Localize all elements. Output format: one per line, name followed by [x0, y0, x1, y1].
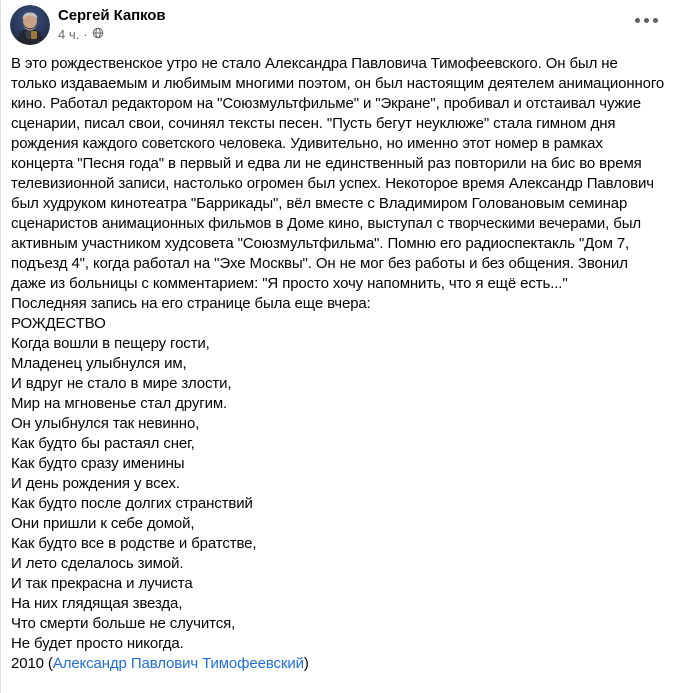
- poem-line: Последняя запись на его странице была еще вчера:: [11, 295, 371, 312]
- poem-line: Они пришли к себе домой,: [11, 515, 195, 532]
- timestamp[interactable]: 4 ч.: [58, 26, 80, 42]
- post-text: [1, 45, 676, 674]
- poem-line: И так прекрасна и лучиста: [11, 575, 193, 592]
- more-options-button[interactable]: [630, 8, 662, 32]
- poem-line: Как будто после долгих странствий: [11, 495, 253, 512]
- attribution-prefix: 2010 (: [11, 655, 53, 672]
- meta-separator: ·: [83, 26, 88, 42]
- attribution-line: [11, 654, 666, 674]
- ellipsis-dot: [653, 18, 658, 23]
- header-text: [58, 5, 165, 43]
- author-profile-link[interactable]: Александр Павлович Тимофеевский: [52, 655, 304, 672]
- poem-line: Что смерти больше не случится,: [11, 615, 236, 632]
- poem-line: Как будто бы растаял снег,: [11, 435, 195, 452]
- ellipsis-dot: [644, 18, 649, 23]
- poem-line: И лето сделалось зимой.: [11, 555, 184, 572]
- poem-line: На них глядящая звезда,: [11, 595, 183, 612]
- avatar-photo: [10, 5, 50, 45]
- poem-line: Когда вошли в пещеру гости,: [11, 335, 210, 352]
- poem-line: И вдруг не стало в мире злости,: [11, 375, 232, 392]
- author-name[interactable]: Сергей Капков: [58, 7, 166, 24]
- poem-title: РОЖДЕСТВО: [11, 315, 106, 332]
- post-header: [1, 0, 676, 45]
- poem-line: Как будто все в родстве и братстве,: [11, 535, 257, 552]
- post-meta: [58, 25, 165, 43]
- globe-icon: [92, 26, 104, 43]
- poem-line: Младенец улыбнулся им,: [11, 355, 187, 372]
- attribution-suffix: ): [303, 655, 309, 672]
- post-paragraph: В это рождественское утро не стало Александра Павловича Тимофеевского. Он был не только издаваемым и любимым многими поэтом, он был настоящим деятелем анимационного кино. Работал редактором на "Союзмультфильме" и "Экране", пробивал и отстаивал чужие сценарии, писал свои, сочинял тексты песен. "Пусть бегут неуклюже" стала гимном дня рождения каждого советского человека. Удивительно, но именно этот номер в рамках концерта "Песня года" в первый и едва ли не единственный раз повторили на бис во время телевизионной записи, настолько огромен был успех. Некоторое время Александр Павлович был худруком кинотеатра "Баррикады", вёл вместе с Владимиром Головановым семинар сценаристов анимационных фильмов в Доме кино, выступал с творческими вечерами, был активным участником худсовета "Союзмультфильма". Помню его радиоспектакль "Дом 7, подъезд 4", когда работал на "Эхе Москвы". Он не мог без работы и без общения. Звонил даже из больницы с комментарием: "Я просто хочу напомнить, что я ещё есть...": [11, 55, 665, 292]
- poem-line: Как будто сразу именины: [11, 455, 185, 472]
- poem-line: Мир на мгновенье стал другим.: [11, 395, 228, 412]
- avatar[interactable]: [10, 5, 50, 45]
- poem-line: И день рождения у всех.: [11, 475, 180, 492]
- poem-line: Он улыбнулся так невинно,: [11, 415, 200, 432]
- poem-line: Не будет просто никогда.: [11, 635, 184, 652]
- ellipsis-dot: [635, 18, 640, 23]
